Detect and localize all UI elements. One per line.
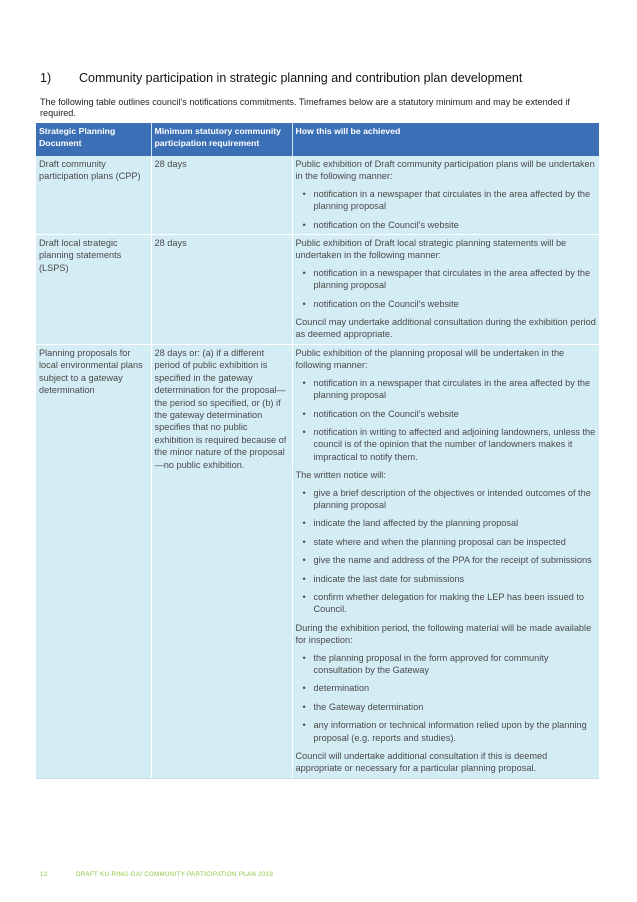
list-item: • determination: [296, 682, 597, 694]
row-document: Draft community participation plans (CPP): [36, 156, 151, 235]
header-document: Strategic Planning Document: [36, 123, 151, 156]
row-requirement: 28 days or: (a) if a different period of public exhibition is specified in the gateway determination for the proposal—the period so specified, or (b) if the gateway determination specifies that no public exhibition is required because of the minor nature of the proposal—no public exhibition.: [151, 344, 292, 778]
list-item: • state where and when the planning proposal can be inspected: [296, 536, 597, 548]
row-requirement: 28 days: [151, 235, 292, 345]
section-title: Community participation in strategic planning and contribution plan development: [79, 71, 523, 85]
list-item: • the planning proposal in the form approved for community consultation by the Gateway: [296, 652, 597, 677]
list-item: • notification on the Council's website: [296, 219, 597, 231]
closing-text: Council will undertake additional consultation if this is deemed appropriate or necessary for a particular planning proposal.: [295, 751, 548, 774]
row-requirement: 28 days: [151, 156, 292, 235]
bullet-list: [296, 188, 597, 231]
list-item: • give the name and address of the PPA for the receipt of submissions: [296, 554, 597, 566]
table-row: [36, 344, 599, 778]
section-heading: [40, 71, 600, 85]
list-item: • notification on the Council's website: [296, 408, 597, 420]
written-notice-lead: The written notice will:: [295, 470, 386, 481]
written-notice-list: [296, 487, 597, 616]
material-list: [296, 652, 597, 744]
list-item: • indicate the land affected by the planning proposal: [296, 517, 597, 529]
header-how-achieved: How this will be achieved: [292, 123, 599, 156]
row-how-achieved: [292, 344, 599, 778]
table-row: [36, 235, 599, 345]
table-row: [36, 156, 599, 235]
list-item: • notification on the Council's website: [296, 298, 597, 310]
intro-paragraph: The following table outlines council's notifications commitments. Timeframes below are a statutory minimum and may be extended if required.: [40, 97, 570, 119]
list-item: • confirm whether delegation for making the LEP has been issued to Council.: [296, 591, 597, 616]
lead-text: Public exhibition of the planning proposal will be undertaken in the following manner:: [295, 347, 565, 371]
table-header-row: [36, 123, 599, 156]
list-item: • notification in writing to affected and adjoining landowners, unless the council is of the opinion that the number of landowners makes it impractical to notify them.: [296, 426, 597, 463]
lead-text: Public exhibition of Draft community participation plans will be undertaken in the following manner:: [295, 159, 595, 182]
page-number: 12: [40, 871, 48, 878]
list-item: • notification in a newspaper that circulates in the area affected by the planning proposal: [296, 377, 597, 402]
row-how-achieved: [292, 235, 599, 345]
row-document: Planning proposals for local environmental plans subject to a gateway determination: [36, 344, 151, 778]
section-number: 1): [40, 71, 52, 85]
lead-text: Public exhibition of Draft local strategic planning statements will be undertaken in the following manner:: [295, 238, 567, 261]
header-requirement: Minimum statutory community participation requirement: [151, 123, 292, 156]
notification-table: [36, 123, 599, 779]
page-footer: [40, 871, 273, 878]
list-item: • the Gateway determination: [296, 701, 597, 713]
list-item: • any information or technical information relied upon by the planning proposal (e.g. reports and studies).: [296, 719, 597, 744]
row-document: Draft local strategic planning statements (LSPS): [36, 235, 151, 345]
material-lead: During the exhibition period, the following material will be made available for inspection:: [295, 622, 592, 646]
bullet-list: [296, 377, 597, 463]
bullet-list: [296, 267, 597, 310]
list-item: • give a brief description of the objectives or intended outcomes of the planning proposal: [296, 487, 597, 512]
list-item: • indicate the last date for submissions: [296, 573, 597, 585]
list-item: • notification in a newspaper that circulates in the area affected by the planning proposal: [296, 188, 597, 213]
footer-document-title: DRAFT KU-RING-GAI COMMUNITY PARTICIPATION PLAN 2019: [76, 871, 274, 878]
list-item: • notification in a newspaper that circulates in the area affected by the planning proposal: [296, 267, 597, 292]
row-how-achieved: [292, 156, 599, 235]
closing-text: Council may undertake additional consultation during the exhibition period as deemed appropriate.: [295, 317, 596, 340]
